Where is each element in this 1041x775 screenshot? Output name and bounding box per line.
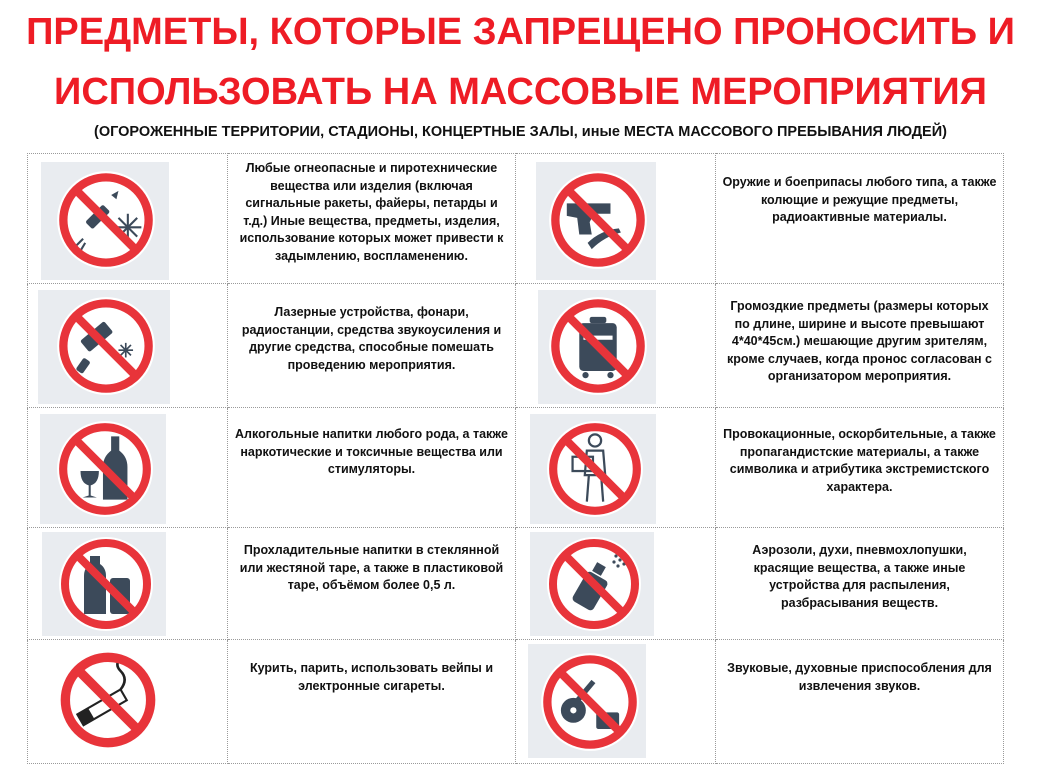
icon-cell	[516, 640, 716, 764]
laser-flashlight-icon	[54, 294, 158, 398]
table-row	[28, 284, 1004, 408]
musical-instruments-icon	[538, 650, 642, 754]
icon-cell	[28, 528, 228, 640]
item-description: Громоздкие предметы (размеры которых по длине, ширине и высоте превышают 4*40*45см.) мешающие другим зрителям, кроме случаев, когда пронос согласован с организатором мероприятия.	[716, 284, 1004, 408]
icon-cell	[28, 408, 228, 528]
item-description: Оружие и боеприпасы любого типа, а также колющие и режущие предметы, радиоактивные материалы.	[716, 154, 1004, 284]
item-description: Курить, парить, использовать вейпы и электронные сигареты.	[228, 640, 516, 764]
icon-cell	[28, 284, 228, 408]
item-description: Звуковые, духовные приспособления для извлечения звуков.	[716, 640, 1004, 764]
provocative-poster-icon	[544, 418, 646, 520]
item-description: Провокационные, оскорбительные, а также пропагандистские материалы, а также символика и атрибутика экстремистского характера.	[716, 408, 1004, 528]
icon-cell	[516, 154, 716, 284]
suitcase-icon	[546, 294, 650, 398]
prohibited-items-table	[27, 153, 1004, 764]
table-row	[28, 528, 1004, 640]
pyrotechnics-icon	[54, 168, 158, 272]
icon-cell	[516, 284, 716, 408]
glass-bottle-can-icon	[56, 534, 156, 634]
item-description: Аэрозоли, духи, пневмохлопушки, красящие вещества, а также иные устройства для распыления, разбрасывания веществ.	[716, 528, 1004, 640]
icon-cell	[516, 408, 716, 528]
item-description: Любые огнеопасные и пиротехнические вещества или изделия (включая сигнальные ракеты, файеры, петарды и т.д.) Иные вещества, предметы, изделия, использование которых может привести к задымлению, воспламенению.	[228, 154, 516, 284]
icon-cell	[28, 154, 228, 284]
table-row	[28, 640, 1004, 764]
page-title-line-2: ИСПОЛЬЗОВАТЬ НА МАССОВЫЕ МЕРОПРИЯТИЯ	[54, 71, 987, 113]
page-subtitle: (ОГОРОЖЕННЫЕ ТЕРРИТОРИИ, СТАДИОНЫ, КОНЦЕРТНЫЕ ЗАЛЫ, иные МЕСТА МАССОВОГО ПРЕБЫВАНИЯ ЛЮДЕЙ)	[94, 124, 947, 140]
weapon-icon	[546, 168, 650, 272]
page-title-line-1: ПРЕДМЕТЫ, КОТОРЫЕ ЗАПРЕЩЕНО ПРОНОСИТЬ И	[26, 11, 1015, 53]
no-smoking-icon	[56, 648, 160, 752]
item-description: Алкогольные напитки любого рода, а также наркотические и токсичные вещества или стимуляторы.	[228, 408, 516, 528]
icon-cell	[28, 640, 228, 764]
table-row	[28, 408, 1004, 528]
icon-cell	[516, 528, 716, 640]
item-description: Лазерные устройства, фонари, радиостанции, средства звукоусиления и другие средства, способные помешать проведению мероприятия.	[228, 284, 516, 408]
alcohol-icon	[54, 418, 156, 520]
aerosol-icon	[544, 534, 644, 634]
table-row	[28, 154, 1004, 284]
item-description: Прохладительные напитки в стеклянной или жестяной таре, а также в пластиковой таре, объёмом более 0,5 л.	[228, 528, 516, 640]
